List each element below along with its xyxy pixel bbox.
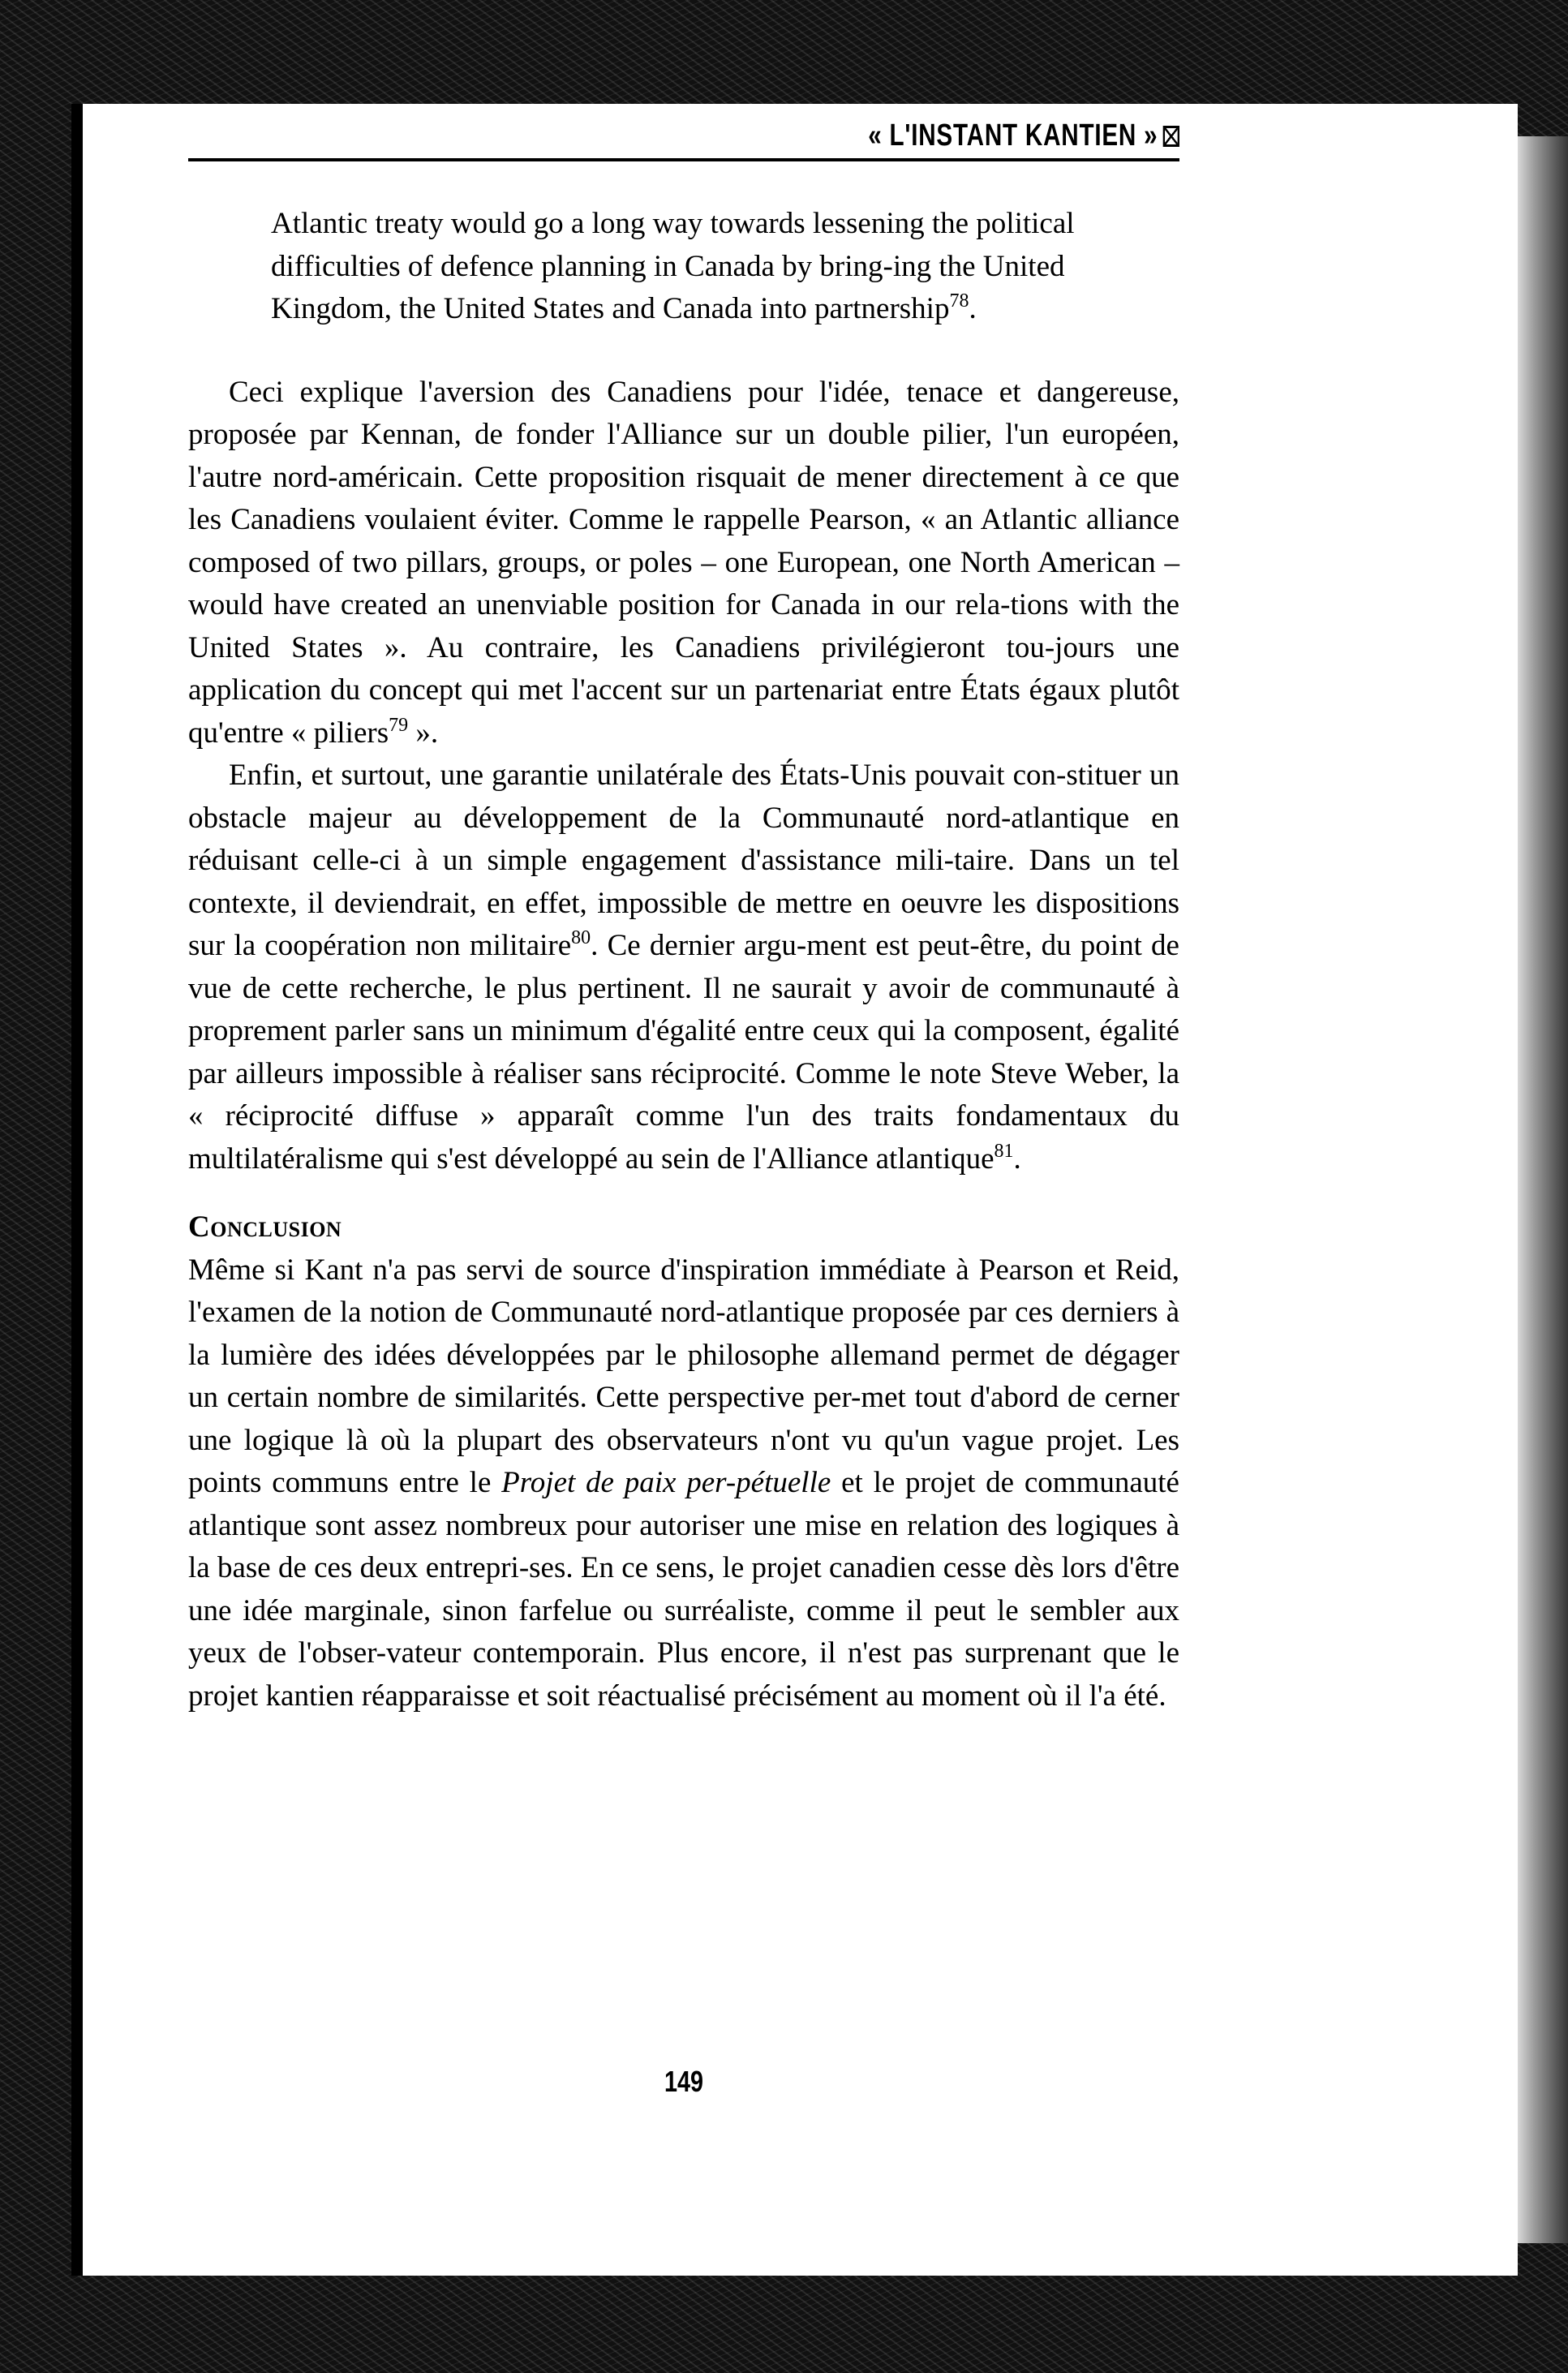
paragraph-text-continued: . Ce dernier argu-ment est peut-être, du point de vue de cette recherche, le plus pertinent. Il ne saurait y avoir de communauté à proprement parler sans un minimum d'égalité entre ceux qui la composent, égalité par ailleurs impossible à réaliser sans réciprocité. Comme le note Steve Weber, la « réciprocité diffuse » apparaît comme l'un des traits fondamentaux du multilatéralisme qui s'est développé au sein de l'Alliance atlantique <box>188 929 1179 1176</box>
paragraph-end: . <box>1013 1141 1021 1176</box>
spacer <box>188 1180 1179 1206</box>
spacer <box>188 331 1179 372</box>
footnote-ref: 78 <box>949 290 969 312</box>
square-ornament-icon <box>1163 126 1179 147</box>
page-body <box>188 203 1179 1717</box>
paragraph-1 <box>188 372 1179 755</box>
running-header <box>188 116 1179 161</box>
paragraph-text: Enfin, et surtout, une garantie unilatérale des États-Unis pouvait con-stituer un obstacle majeur au développement de la Communauté nord-atlantique en réduisant celle-ci à un simple engagement d'assistance mili-taire. Dans un tel contexte, il deviendrait, en effet, impossible de mettre en oeuvre les dispositions sur la coopération non militaire <box>188 759 1179 962</box>
italic-work-title: Projet de paix per-pétuelle <box>501 1466 831 1499</box>
conclusion-text-continued: et le projet de communauté atlantique sont assez nombreux pour autoriser une mise en relation des logiques à la base de ces deux entrepri-ses. En ce sens, le projet canadien cesse dès lors d'être une idée marginale, sinon farfelue ou surréaliste, comme il peut le sembler aux yeux de l'obser-vateur contemporain. Plus encore, il n'est pas surprenant que le projet kantien réapparaisse et soit réactualisé précisément au moment où il l'a été. <box>188 1466 1180 1713</box>
quote-text: Atlantic treaty would go a long way towards lessening the political difficulties of defence planning in Canada by bring-ing the United Kingdom, the United States and Canada into partnership <box>271 207 1075 325</box>
footnote-ref: 79 <box>389 714 409 736</box>
paragraph-text: Ceci explique l'aversion des Canadiens pour l'idée, tenace et dangereuse, proposée par Kennan, de fonder l'Alliance sur un double pilier, l'un européen, l'autre nord-américain. Cette proposition risquait de mener directement à ce que les Canadiens voulaient éviter. Comme le rappelle Pearson, « an Atlantic alliance composed of two pillars, groups, or poles – one European, one North American – would have created an unenviable position for Canada in our rela-tions with the United States ». Au contraire, les Canadiens privilégieront tou-jours une application du concept qui met l'accent sur un partenariat entre États égaux plutôt qu'entre « piliers <box>188 375 1179 750</box>
running-title: « L'INSTANT KANTIEN » <box>868 118 1158 153</box>
page-number: 149 <box>664 2065 704 2098</box>
section-heading: Conclusion <box>188 1210 342 1244</box>
paragraph-2 <box>188 754 1179 1180</box>
footnote-ref: 81 <box>994 1140 1014 1162</box>
footnote-ref: 80 <box>571 927 591 948</box>
quote-end: . <box>969 292 977 325</box>
paragraph-end: ». <box>408 716 439 750</box>
conclusion-text: Même si Kant n'a pas servi de source d'inspiration immédiate à Pearson et Reid, l'examen de la notion de Communauté nord-atlantique proposée par ces derniers à la lumière des idées développées par le philosophe allemand permet de dégager un certain nombre de similarités. Cette perspective per-met tout d'abord de cerner une logique là où la plupart des observateurs n'ont vu qu'un vague projet. Les points communs entre le <box>188 1253 1179 1499</box>
running-title-wrapper <box>868 118 1179 153</box>
block-quote <box>271 203 1098 331</box>
conclusion-paragraph <box>188 1249 1179 1718</box>
